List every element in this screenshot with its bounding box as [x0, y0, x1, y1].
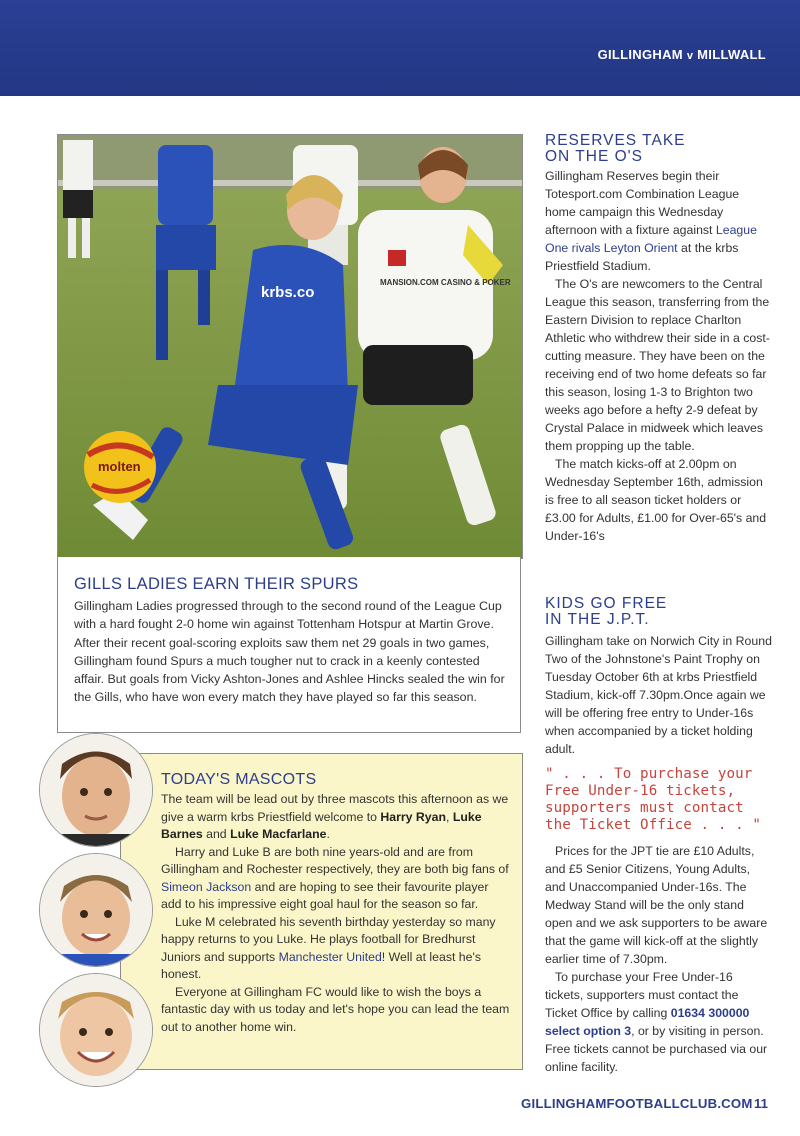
kids-title-line-1: KIDS GO FREE: [545, 595, 668, 612]
mascots-article: [120, 753, 523, 1070]
kids-article-continued: [545, 842, 773, 1076]
header-home-team: GILLINGHAM: [597, 47, 683, 62]
mascots-paragraph-1: [161, 791, 510, 844]
mascots-paragraph-3: [161, 914, 510, 984]
footer-website: GILLINGHAMFOOTBALLCLUB.COM: [521, 1096, 753, 1111]
ladies-article: [57, 557, 521, 733]
reserves-article: [545, 133, 773, 545]
ladies-title: GILLS LADIES EARN THEIR SPURS: [74, 575, 359, 593]
mascots-and: and: [202, 827, 231, 841]
mascots-p3-end: ! Well at least he's honest.: [161, 949, 481, 981]
kids-title-line-2: IN THE J.P.T.: [545, 611, 650, 628]
kids-paragraph-2: Prices for the JPT tie are £10 Adults, and £5 Senior Citizens, Young Adults, and Unaccompanied Under-16s. The Medway Stand will be the only stand open and we ask supporters to be aware that the game will kick-off at the slightly earlier time of 7.30pm.: [545, 844, 768, 966]
mascot-name-harry: Harry Ryan: [380, 809, 446, 824]
reserves-p1-text: Gillingham Reserves begin their Totesport.com Combination League home campaign this Wednesday afternoon with a fixture against: [545, 169, 740, 237]
header-match-title: [598, 47, 766, 62]
mascot-photo-luke-m: [39, 973, 153, 1087]
white-kit-sponsor: MANSION.COM CASINO & POKER: [380, 278, 511, 287]
mascot-name-luke-b: Luke Barnes: [161, 809, 482, 841]
manchester-united-link: Manchester United: [278, 949, 382, 964]
kids-article: [545, 596, 773, 758]
mascots-p3-text: Luke M celebrated his seventh birthday yesterday so many happy returns to you Luke. He plays football for Bredhurst Juniors and supports: [161, 914, 496, 964]
mascots-title: TODAY'S MASCOTS: [161, 771, 317, 788]
mascots-p1-text: The team will be lead out by three mascots this afternoon as we give a warm krbs Priestfield welcome to: [161, 792, 509, 824]
mascots-p2-end: and are hoping to see their favourite player add to his impressive eight goal haul for the season so far.: [161, 879, 489, 911]
kids-p3-text: To purchase your Free Under-16 tickets, supporters must contact the Ticket Office by calling: [545, 970, 739, 1020]
header-away-team: MILLWALL: [697, 47, 766, 62]
simeon-jackson-link: Simeon Jackson: [161, 879, 252, 894]
mascots-paragraph-4: Everyone at Gillingham FC would like to wish the boys a fantastic day with us today and let's hope you can lead the team out to another home win.: [161, 984, 510, 1034]
mascots-period: .: [326, 827, 330, 841]
mascots-paragraph-2: [161, 844, 510, 914]
header-bar: [0, 0, 800, 96]
leyton-orient-link: League One rivals Leyton Orient: [545, 223, 757, 255]
ladies-body: Gillingham Ladies progressed through to the second round of the League Cup with a hard fought 2-0 home win against Tottenham Hotspur at Martin Grove. After their recent goal-scoring exploits saw them net 29 goals in two games, Gillingham found Spurs a much tougher nut to crack in a keenly contested affair. But goals from Vicky Ashton-Jones and Ashlee Hincks sealed the win for the Gills, who have won every match they have played so far this season.: [74, 599, 505, 705]
reserves-title-line-2: ON THE O'S: [545, 148, 643, 165]
mascot-name-luke-m: Luke Macfarlane: [230, 827, 327, 841]
kids-paragraph-1: Gillingham take on Norwich City in Round Two of the Johnstone's Paint Trophy on Tuesday October 6th at krbs Priestfield Stadium, kick-off 7.30pm.Once again we will be offering free entry to Under-16s when accompanied by a ticket holding adult.: [545, 634, 772, 756]
mascots-p2-text: Harry and Luke B are both nine years-old and are from Gillingham and Rochester respectively, they are both big fans of: [161, 844, 509, 876]
reserves-paragraph-1: [545, 167, 773, 275]
kids-p3-end: , or by visiting in person. Free tickets cannot be purchased via our online facility.: [545, 1024, 768, 1074]
reserves-paragraph-3: The match kicks-off at 2.00pm on Wednesday September 16th, admission is free to all season ticket holders or £3.00 for Adults, £1.00 for Over-65's and Under-16's: [545, 457, 767, 543]
blue-kit-sponsor: krbs.co: [261, 284, 315, 301]
header-versus: v: [686, 50, 694, 62]
reserves-p1-end: at the krbs Priestfield Stadium.: [545, 241, 739, 273]
page-number: 11: [754, 1096, 768, 1111]
ball-brand-label: molten: [98, 459, 141, 474]
kids-pull-quote: " . . . To purchase your Free Under-16 tickets, supporters must contact the Ticket Office . . . ": [545, 766, 762, 833]
mascot-photo-luke-b: [39, 853, 153, 967]
mascot-photo-harry: [39, 733, 153, 847]
ticket-office-option: select option 3: [545, 1024, 632, 1038]
reserves-paragraph-2: The O's are newcomers to the Central League this season, transferring from the Eastern Division to replace Charlton Athletic who withdrew their side in a cost-cutting measure. They have been on the receiving end of two home defeats so far this season, losing 1-3 to Brighton two weeks ago before a hefty 2-9 defeat by Crystal Palace in midweek which leaves them propping up the table.: [545, 277, 770, 453]
mascots-comma: ,: [446, 809, 453, 824]
ticket-office-phone: 01634 300000: [670, 1006, 750, 1020]
match-photo: [57, 134, 523, 559]
reserves-title-line-1: RESERVES TAKE: [545, 132, 686, 149]
kids-paragraph-3: [545, 968, 773, 1076]
